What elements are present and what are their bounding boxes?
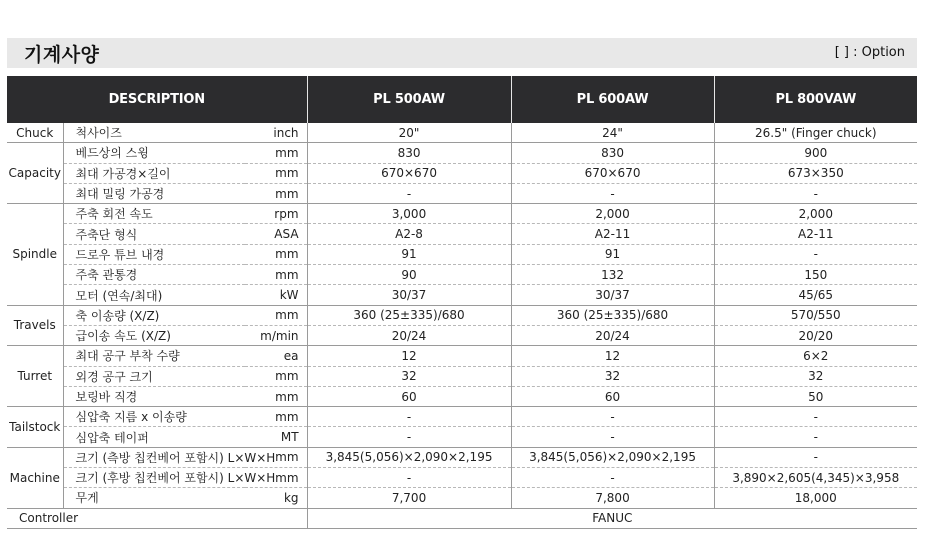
- spec-value: 150: [714, 265, 917, 285]
- spec-value: 7,800: [511, 488, 714, 508]
- spec-unit: mm: [245, 244, 307, 264]
- spec-item-label: 축 이송량 (X/Z): [63, 305, 245, 325]
- table-row: [7, 224, 917, 244]
- spec-value: 30/37: [307, 285, 511, 305]
- spec-item-label: 최대 공구 부착 수량: [63, 346, 245, 366]
- spec-value: 12: [511, 346, 714, 366]
- spec-unit: inch: [245, 123, 307, 143]
- spec-unit: mm: [245, 386, 307, 406]
- spec-value: 3,845(5,056)×2,090×2,195: [307, 447, 511, 467]
- spec-value: 900: [714, 143, 917, 163]
- spec-value: 670×670: [307, 163, 511, 183]
- spec-table: [7, 76, 917, 529]
- spec-value: -: [511, 183, 714, 203]
- spec-value: 673×350: [714, 163, 917, 183]
- model-header: PL 500AW: [307, 76, 511, 123]
- spec-item-label: 주축 관통경: [63, 265, 245, 285]
- spec-value: -: [511, 407, 714, 427]
- model-header: PL 600AW: [511, 76, 714, 123]
- spec-item-label: 심압축 지름 x 이송량: [63, 407, 245, 427]
- spec-value: 2,000: [714, 204, 917, 224]
- model-header: PL 800VAW: [714, 76, 917, 123]
- spec-unit: mm: [245, 407, 307, 427]
- spec-unit: m/min: [245, 325, 307, 345]
- spec-value: -: [307, 468, 511, 488]
- spec-item-label: 척사이즈: [63, 123, 245, 143]
- spec-item-label: 드로우 튜브 내경: [63, 244, 245, 264]
- spec-value: 670×670: [511, 163, 714, 183]
- group-label: Travels: [7, 305, 63, 346]
- spec-value: 3,000: [307, 204, 511, 224]
- spec-value: 32: [714, 366, 917, 386]
- description-header: DESCRIPTION: [7, 76, 307, 123]
- spec-value: -: [714, 427, 917, 447]
- spec-value: 60: [511, 386, 714, 406]
- spec-unit: mm: [245, 143, 307, 163]
- table-row: [7, 325, 917, 345]
- spec-value: 32: [307, 366, 511, 386]
- table-row: [7, 468, 917, 488]
- table-row: [7, 488, 917, 508]
- group-label: Turret: [7, 346, 63, 407]
- spec-value: -: [307, 407, 511, 427]
- table-row: [7, 386, 917, 406]
- spec-item-label: 보링바 직경: [63, 386, 245, 406]
- spec-value: 60: [307, 386, 511, 406]
- spec-item-label: 베드상의 스윙: [63, 143, 245, 163]
- spec-item-label: 급이송 속도 (X/Z): [63, 325, 245, 345]
- spec-value: 570/550: [714, 305, 917, 325]
- spec-value: -: [511, 427, 714, 447]
- table-row: [7, 163, 917, 183]
- spec-unit: kW: [245, 285, 307, 305]
- spec-value: 50: [714, 386, 917, 406]
- spec-value: 6×2: [714, 346, 917, 366]
- spec-value: 30/37: [511, 285, 714, 305]
- table-row: [7, 244, 917, 264]
- group-label: Tailstock: [7, 407, 63, 448]
- table-header-row: [7, 76, 917, 123]
- spec-item-label: 무게: [63, 488, 245, 508]
- table-row: [7, 123, 917, 143]
- spec-unit: mm: [245, 468, 307, 488]
- table-row: [7, 305, 917, 325]
- spec-item-label: 크기 (측방 칩컨베어 포함시) L×W×H: [63, 447, 245, 467]
- spec-value: 2,000: [511, 204, 714, 224]
- option-legend: [ ] : Option: [834, 45, 905, 60]
- table-row: [7, 285, 917, 305]
- spec-item-label: 최대 밀링 가공경: [63, 183, 245, 203]
- table-row: [7, 183, 917, 203]
- spec-unit: mm: [245, 366, 307, 386]
- table-row: [7, 346, 917, 366]
- group-label: Spindle: [7, 204, 63, 305]
- table-row: [7, 407, 917, 427]
- spec-unit: mm: [245, 163, 307, 183]
- spec-unit: mm: [245, 447, 307, 467]
- spec-value: 830: [307, 143, 511, 163]
- spec-value: 20/24: [307, 325, 511, 345]
- spec-value: 90: [307, 265, 511, 285]
- spec-item-label: 크기 (후방 칩컨베어 포함시) L×W×H: [63, 468, 245, 488]
- spec-value: 20/24: [511, 325, 714, 345]
- spec-value: -: [714, 183, 917, 203]
- spec-value: 360 (25±335)/680: [307, 305, 511, 325]
- spec-unit: mm: [245, 305, 307, 325]
- spec-value: 32: [511, 366, 714, 386]
- controller-label: Controller: [7, 508, 307, 528]
- spec-value: -: [307, 427, 511, 447]
- spec-unit: ea: [245, 346, 307, 366]
- group-label: Capacity: [7, 143, 63, 204]
- spec-item-label: 외경 공구 크기: [63, 366, 245, 386]
- spec-unit: mm: [245, 265, 307, 285]
- controller-value: FANUC: [307, 508, 917, 528]
- spec-value: 91: [511, 244, 714, 264]
- spec-value: 45/65: [714, 285, 917, 305]
- controller-row: [7, 508, 917, 528]
- table-row: [7, 447, 917, 467]
- spec-table-body: [7, 123, 917, 528]
- spec-value: -: [307, 183, 511, 203]
- spec-item-label: 최대 가공경×길이: [63, 163, 245, 183]
- spec-item-label: 심압축 테이퍼: [63, 427, 245, 447]
- spec-value: A2-8: [307, 224, 511, 244]
- spec-unit: mm: [245, 183, 307, 203]
- spec-value: 360 (25±335)/680: [511, 305, 714, 325]
- spec-value: 7,700: [307, 488, 511, 508]
- group-label: Machine: [7, 447, 63, 508]
- spec-value: -: [714, 244, 917, 264]
- spec-unit: MT: [245, 427, 307, 447]
- table-row: [7, 265, 917, 285]
- spec-value: 26.5" (Finger chuck): [714, 123, 917, 143]
- spec-item-label: 주축 회전 속도: [63, 204, 245, 224]
- spec-value: 830: [511, 143, 714, 163]
- spec-value: 12: [307, 346, 511, 366]
- spec-unit: ASA: [245, 224, 307, 244]
- spec-value: -: [511, 468, 714, 488]
- spec-value: 18,000: [714, 488, 917, 508]
- table-row: [7, 366, 917, 386]
- spec-value: A2-11: [714, 224, 917, 244]
- spec-value: 132: [511, 265, 714, 285]
- spec-value: 91: [307, 244, 511, 264]
- table-row: [7, 427, 917, 447]
- section-title: 기계사양: [24, 44, 100, 66]
- table-row: [7, 204, 917, 224]
- spec-item-label: 모터 (연속/최대): [63, 285, 245, 305]
- spec-item-label: 주축단 형식: [63, 224, 245, 244]
- table-row: [7, 143, 917, 163]
- spec-value: 20/20: [714, 325, 917, 345]
- spec-unit: rpm: [245, 204, 307, 224]
- spec-value: 20": [307, 123, 511, 143]
- spec-value: -: [714, 447, 917, 467]
- group-label: Chuck: [7, 123, 63, 143]
- spec-value: -: [714, 407, 917, 427]
- spec-value: A2-11: [511, 224, 714, 244]
- spec-value: 3,845(5,056)×2,090×2,195: [511, 447, 714, 467]
- spec-unit: kg: [245, 488, 307, 508]
- spec-value: 24": [511, 123, 714, 143]
- spec-value: 3,890×2,605(4,345)×3,958: [714, 468, 917, 488]
- section-header: [7, 38, 917, 68]
